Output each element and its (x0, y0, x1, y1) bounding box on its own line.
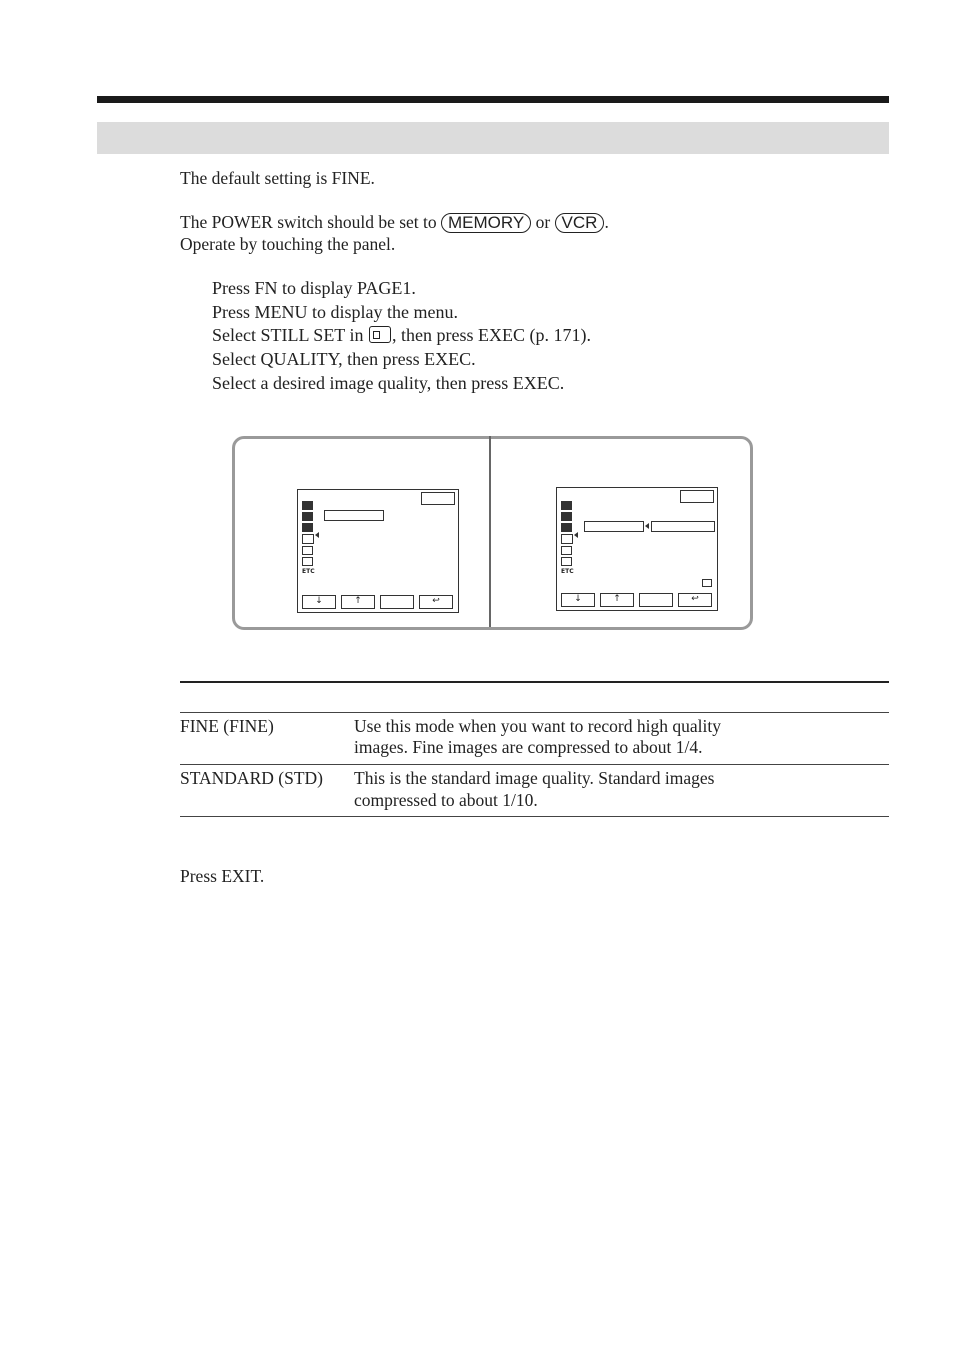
etc-icon: ETC (302, 568, 315, 575)
down-arrow-button[interactable]: ↓ (302, 595, 336, 609)
tape-set-icon (561, 546, 572, 555)
camera-set-icon (561, 501, 572, 510)
screen-button-row (561, 593, 712, 606)
selection-pointer-icon (315, 532, 319, 538)
illustration-divider (489, 436, 491, 627)
vcr-mode-badge: VCR (555, 213, 605, 233)
table-row-desc-line1: Use this mode when you want to record high quality (354, 716, 721, 736)
still-set-icon (369, 326, 391, 343)
exec-button[interactable] (639, 593, 673, 607)
up-arrow-button[interactable]: ↑ (600, 593, 634, 607)
screen-indicator-box (421, 492, 455, 505)
camera-set-icon (302, 501, 313, 510)
step-4: Select QUALITY, then press EXEC. (212, 349, 476, 369)
quality-item-highlight (584, 521, 644, 532)
camera-icon (561, 512, 572, 521)
lcd-set-icon (561, 523, 572, 532)
power-switch-text (180, 211, 609, 233)
table-header-rule (180, 712, 889, 713)
default-setting-text: The default setting is FINE. (180, 168, 375, 188)
section-heading-bar (97, 122, 889, 154)
power-prefix: The POWER switch should be set to (180, 212, 437, 232)
menu-icon-column (302, 501, 315, 575)
down-arrow-button[interactable]: ↓ (561, 593, 595, 607)
step-3 (212, 324, 591, 346)
lcd-screen-menu (297, 489, 459, 613)
return-button[interactable]: ↩ (678, 593, 712, 607)
table-row-rule (180, 764, 889, 765)
power-or: or (535, 212, 551, 232)
screen-button-row (302, 595, 453, 608)
table-bottom-rule (180, 816, 889, 817)
memory-mode-badge: MEMORY (441, 213, 531, 233)
etc-icon: ETC (561, 568, 574, 575)
menu-icon-column (561, 501, 574, 575)
table-row-mode: FINE (FINE) (180, 716, 274, 736)
top-rule (97, 96, 889, 103)
selection-pointer-icon (574, 532, 578, 538)
table-row-desc-line2: compressed to about 1/10. (354, 790, 538, 810)
camera-icon (302, 512, 313, 521)
memory-card-icon (702, 579, 712, 587)
step-3-text: Select STILL SET in (212, 325, 364, 345)
step-1: Press FN to display PAGE1. (212, 278, 416, 298)
step-5: Select a desired image quality, then press EXEC. (212, 373, 565, 393)
power-suffix: . (604, 212, 609, 232)
quality-option-highlight (651, 521, 715, 532)
lcd-set-icon (302, 523, 313, 532)
option-pointer-icon (645, 523, 649, 529)
screen-indicator-box (680, 490, 714, 503)
table-row-desc-line2: images. Fine images are compressed to about 1/4. (354, 737, 703, 757)
step-3-suffix: , then press EXEC (p. 171). (391, 325, 591, 345)
finish-instruction: Press EXIT. (180, 866, 265, 886)
table-top-rule (180, 681, 889, 683)
menu-item-highlight (324, 510, 384, 521)
lcd-screen-quality (556, 487, 718, 611)
table-row-desc-line1: This is the standard image quality. Standard images (354, 768, 715, 788)
operate-text: Operate by touching the panel. (180, 234, 396, 254)
return-button[interactable]: ↩ (419, 595, 453, 609)
setup-icon (302, 557, 313, 566)
still-set-icon (561, 534, 573, 544)
step-2: Press MENU to display the menu. (212, 302, 458, 322)
setup-icon (561, 557, 572, 566)
table-row-mode: STANDARD (STD) (180, 768, 323, 788)
tape-set-icon (302, 546, 313, 555)
up-arrow-button[interactable]: ↑ (341, 595, 375, 609)
exec-button[interactable] (380, 595, 414, 609)
still-set-icon (302, 534, 314, 544)
